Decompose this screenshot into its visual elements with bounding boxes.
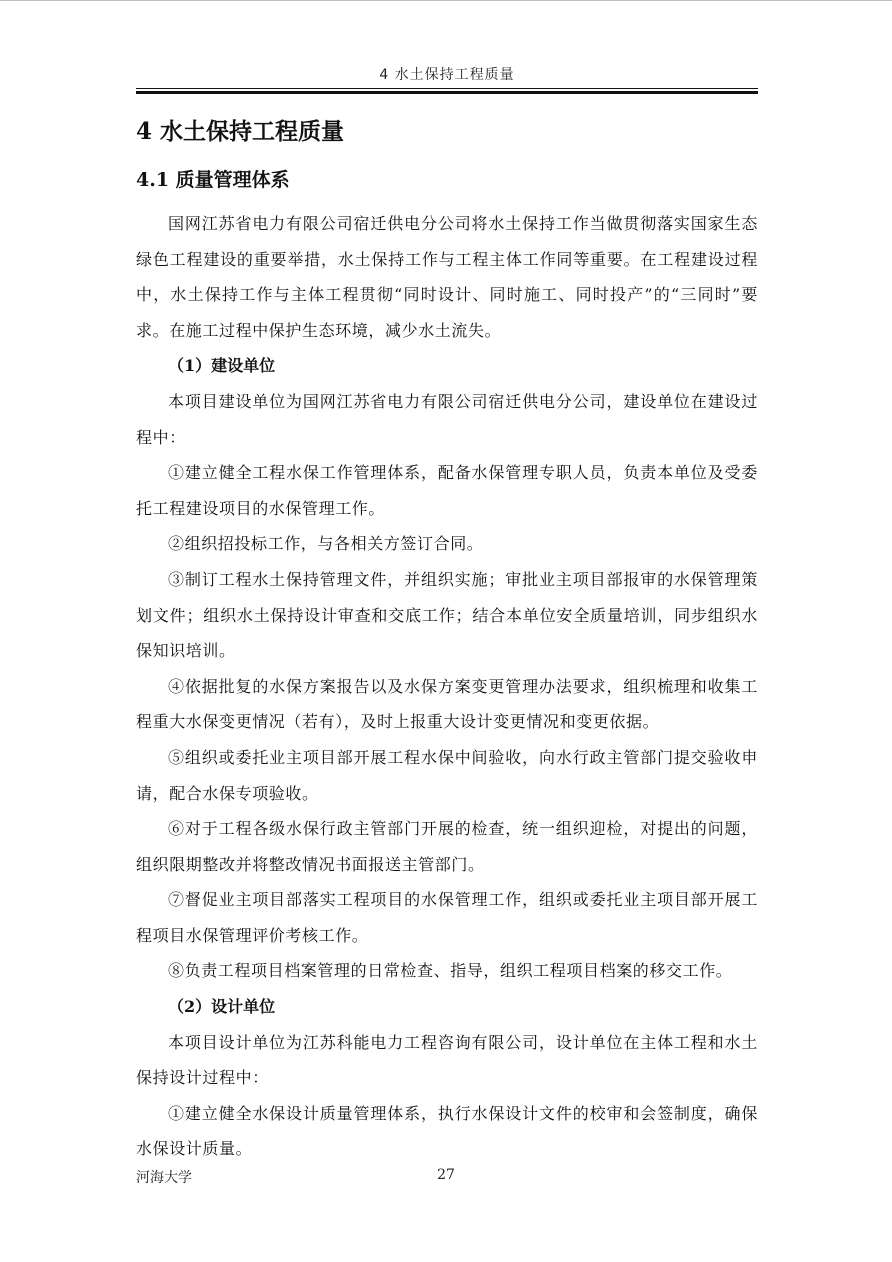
header-rule-thick <box>136 91 758 94</box>
construction-item-5: ⑤组织或委托业主项目部开展工程水保中间验收，向水行政主管部门提交验收申请，配合水保专项验收。 <box>136 747 758 803</box>
page-edge <box>0 0 892 1</box>
design-item-1: ①建立健全水保设计质量管理体系，执行水保设计文件的校审和会签制度，确保水保设计质量。 <box>136 1103 758 1159</box>
construction-item-7: ⑦督促业主项目部落实工程项目的水保管理工作，组织或委托业主项目部开展工程项目水保管理评价考核工作。 <box>136 890 758 945</box>
construction-item-4: ④依据批复的水保方案报告以及水保方案变更管理办法要求，组织梳理和收集工程重大水保变更情况（若有），及时上报重大设计变更情况和变更依据。 <box>136 676 758 732</box>
construction-item-1: ①建立健全工程水保工作管理体系，配备水保管理专职人员，负责本单位及受委托工程建设项目的水保管理工作。 <box>136 463 758 518</box>
subsection-heading-design: （2）设计单位 <box>168 997 276 1017</box>
header-rule-thin <box>136 88 758 89</box>
running-header: 4 水土保持工程质量 <box>379 67 515 83</box>
chapter-title: 4 水土保持工程质量 <box>136 118 345 145</box>
page-number: 27 <box>437 1167 455 1183</box>
page-body <box>136 112 758 1167</box>
construction-lead: 本项目建设单位为国网江苏省电力有限公司宿迁供电分公司，建设单位在建设过程中： <box>136 391 758 447</box>
construction-item-2: ②组织招投标工作，与各相关方签订合同。 <box>168 534 484 554</box>
design-lead: 本项目设计单位为江苏科能电力工程咨询有限公司，设计单位在主体工程和水土保持设计过程中： <box>136 1032 758 1088</box>
footer-institution: 河海大学 <box>136 1170 192 1186</box>
section-title: 4.1 质量管理体系 <box>136 169 290 191</box>
intro-paragraph: 国网江苏省电力有限公司宿迁供电分公司将水土保持工作当做贯彻落实国家生态绿色工程建设的重要举措，水土保持工作与工程主体工作同等重要。在工程建设过程中，水土保持工作与主体工程贯彻“同时设计、同时施工、同时投产”的“三同时”要求。在施工过程中保护生态环境，减少水土流失。 <box>136 214 758 340</box>
construction-item-3: ③制订工程水土保持管理文件，并组织实施；审批业主项目部报审的水保管理策划文件；组织水土保持设计审查和交底工作；结合本单位安全质量培训，同步组织水保知识培训。 <box>136 569 758 661</box>
construction-item-6: ⑥对于工程各级水保行政主管部门开展的检查，统一组织迎检，对提出的问题，组织限期整改并将整改情况书面报送主管部门。 <box>136 819 758 874</box>
subsection-heading-construction: （1）建设单位 <box>168 356 276 376</box>
construction-item-8: ⑧负责工程项目档案管理的日常检查、指导，组织工程项目档案的移交工作。 <box>168 961 733 981</box>
